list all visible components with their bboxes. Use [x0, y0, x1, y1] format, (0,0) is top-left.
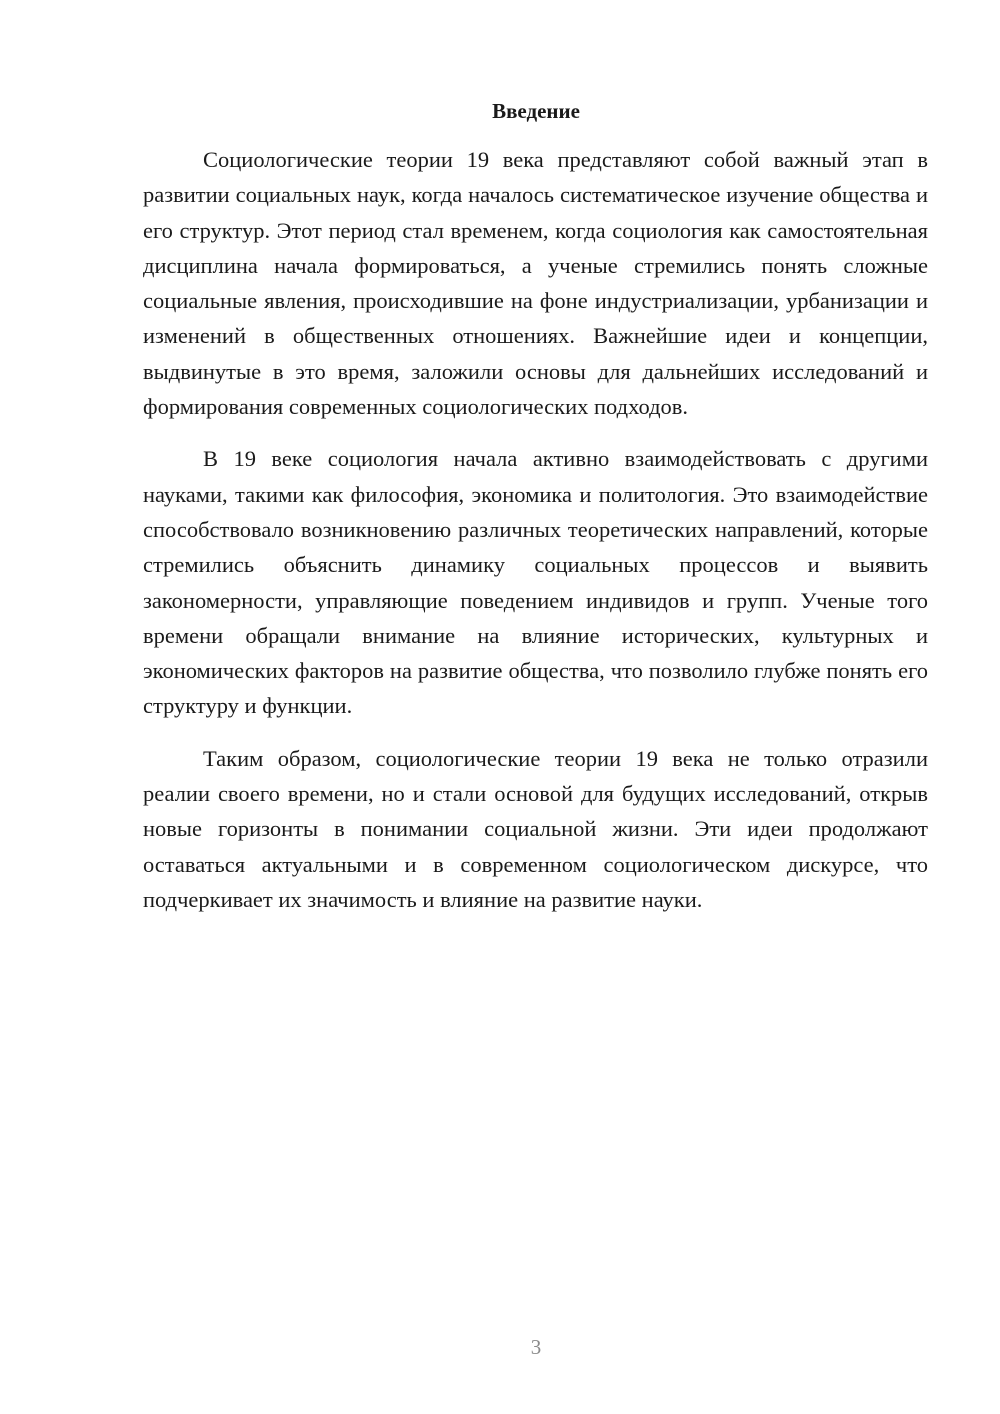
body-text	[143, 142, 928, 934]
paragraph-3: Таким образом, социологические теории 19 века не только отразили реалии своего времени, но и стали основой для будущих исследований, открыв новые горизонты в понимании социальной жизни. Эти идеи продолжают оставаться актуальными и в современном социологическом дискурсе, что подчеркивает их значимость и влияние на развитие науки.	[143, 745, 928, 912]
paragraph-2: В 19 веке социология начала активно взаимодействовать с другими науками, такими как философия, экономика и политология. Это взаимодействие способствовало возникновению различных теоретических направлений, которые стремились объяснить динамику социальных процессов и выявить закономерности, управляющие поведением индивидов и групп. Ученые того времени обращали внимание на влияние исторических, культурных и экономических факторов на развитие общества, что позволило глубже понять его структуру и функции.	[143, 446, 928, 719]
section-heading: Введение	[492, 99, 580, 123]
paragraph-1: Социологические теории 19 века представляют собой важный этап в развитии социальных наук, когда началось систематическое изучение общества и его структур. Этот период стал временем, когда социология как самостоятельная дисциплина начала формироваться, а ученые стремились понять сложные социальные явления, происходившие на фоне индустриализации, урбанизации и изменений в общественных отношениях. Важнейшие идеи и концепции, выдвинутые в это время, заложили основы для дальнейших исследований и формирования современных социологических подходов.	[143, 147, 928, 420]
page-number: 3	[530, 1335, 542, 1359]
